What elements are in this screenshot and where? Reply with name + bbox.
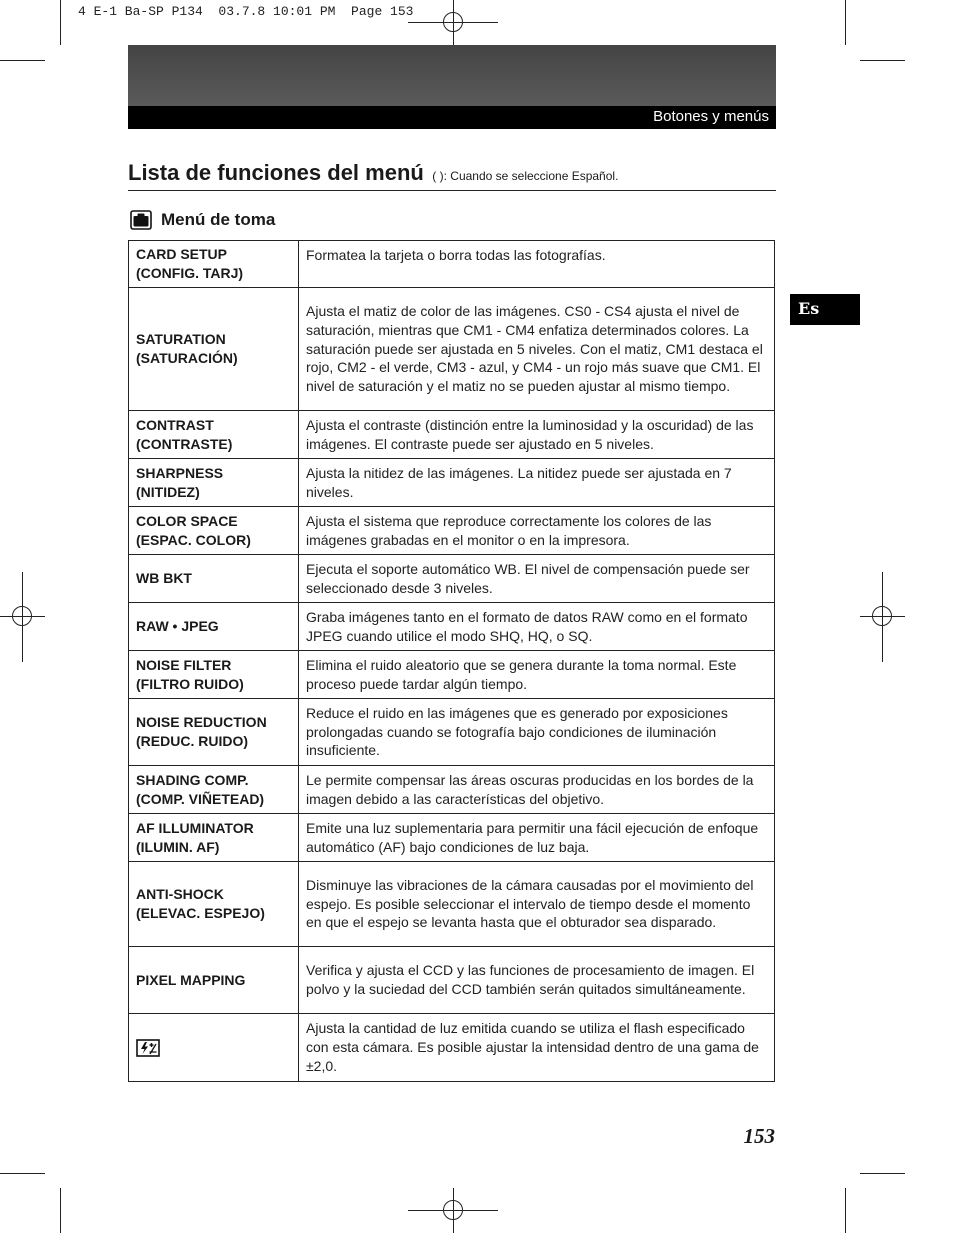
function-name-es: (NITIDEZ) <box>136 483 200 500</box>
function-description: Graba imágenes tanto en el formato de datos RAW como en el formato JPEG cuando utilice el modo SHQ, HQ, o SQ. <box>299 603 775 651</box>
function-description: Disminuye las vibraciones de la cámara causadas por el movimiento del espejo. Es posible seleccionar el intervalo de tiempo desde el momento en que el espejo se levanta hasta que el obturador sea disparado. <box>299 862 775 947</box>
function-name <box>129 459 299 507</box>
crop-mark-bottom-right-v <box>845 1188 846 1233</box>
function-description: Reduce el ruido en las imágenes que es generado por exposiciones prolongadas cuando se fotografía bajo condiciones de iluminación insuficiente. <box>299 699 775 766</box>
section-label: Botones y menús <box>653 108 769 125</box>
crop-mark-top-right-v <box>845 0 846 45</box>
crop-mark-bottom-right-h <box>860 1173 905 1174</box>
crop-mark-top-right-h <box>860 60 905 61</box>
menu-functions-table <box>128 240 775 1082</box>
function-name-en: SATURATION <box>136 331 226 348</box>
print-slug: 4 E-1 Ba-SP P134 03.7.8 10:01 PM Page 153 <box>78 4 414 19</box>
function-name-en: NOISE REDUCTION <box>136 714 267 731</box>
table-row <box>129 1014 775 1082</box>
reg-mark-top-circle <box>443 12 463 32</box>
page-title-main: Lista de funciones del menú <box>128 160 424 185</box>
function-name <box>129 862 299 947</box>
table-row <box>129 699 775 766</box>
function-name-en: CONTRAST <box>136 416 214 433</box>
function-name-es: (ILUMIN. AF) <box>136 838 220 855</box>
function-name-en: RAW • JPEG <box>136 618 219 635</box>
function-description: Ajusta el matiz de color de las imágenes. CS0 - CS4 ajusta el nivel de saturación, mientras que CM1 - CM4 enfatiza determinados colores. La saturación puede ser ajustada en 5 niveles. Con el matiz, CM1 destaca el rojo, CM2 - el verde, CM3 - azul, y CM4 - un rojo más suave que CM1. El nivel de saturación y el matiz no se pueden ajustar al mismo tiempo. <box>299 288 775 411</box>
language-tab-label: Es <box>798 299 820 318</box>
function-description: Le permite compensar las áreas oscuras producidas en los bordes de la imagen debido a las características del objetivo. <box>299 766 775 814</box>
function-name-en: NOISE FILTER <box>136 656 232 673</box>
function-name-en: SHADING COMP. <box>136 771 249 788</box>
function-name-en: SHARPNESS <box>136 464 224 481</box>
function-name-es: (FILTRO RUIDO) <box>136 675 244 692</box>
camera-icon <box>130 210 152 230</box>
table-row <box>129 766 775 814</box>
section-heading-text: Menú de toma <box>161 210 276 229</box>
function-name-en: AF ILLUMINATOR <box>136 819 254 836</box>
function-description: Ajusta la nitidez de las imágenes. La nitidez puede ser ajustada en 7 niveles. <box>299 459 775 507</box>
function-description: Formatea la tarjeta o borra todas las fotografías. <box>299 241 775 288</box>
function-description: Ejecuta el soporte automático WB. El nivel de compensación puede ser seleccionado desde 3 niveles. <box>299 555 775 603</box>
function-name <box>129 1014 299 1082</box>
function-name <box>129 241 299 288</box>
function-name <box>129 699 299 766</box>
function-name-es: (ESPAC. COLOR) <box>136 531 251 548</box>
table-row <box>129 651 775 699</box>
function-description: Ajusta la cantidad de luz emitida cuando se utiliza el flash especificado con esta cámara. Es posible ajustar la intensidad dentro de una gama de ±2,0. <box>299 1014 775 1082</box>
table-row <box>129 862 775 947</box>
reg-mark-right-circle <box>872 606 892 626</box>
function-name <box>129 651 299 699</box>
function-name-es: (CONTRASTE) <box>136 435 233 452</box>
table-row <box>129 507 775 555</box>
page-number: 153 <box>743 1124 775 1148</box>
flash-intensity-icon <box>136 1039 292 1057</box>
function-name-en: ANTI-SHOCK <box>136 886 224 903</box>
reg-mark-left-circle <box>12 606 32 626</box>
function-name <box>129 555 299 603</box>
function-name <box>129 947 299 1014</box>
table-row <box>129 288 775 411</box>
crop-mark-bottom-left-h <box>0 1173 45 1174</box>
function-name <box>129 288 299 411</box>
page-title <box>128 160 776 191</box>
function-name <box>129 603 299 651</box>
function-name <box>129 766 299 814</box>
header-bar <box>128 106 776 129</box>
function-name-es: (CONFIG. TARJ) <box>136 265 244 281</box>
table-row <box>129 459 775 507</box>
table-row <box>129 411 775 459</box>
crop-mark-top-left-h <box>0 60 45 61</box>
function-description: Verifica y ajusta el CCD y las funciones de procesamiento de imagen. El polvo y la suciedad del CCD también serán quitados simultáneamente. <box>299 947 775 1014</box>
function-name <box>129 411 299 459</box>
function-name-es: (REDUC. RUIDO) <box>136 733 248 749</box>
header-band <box>128 45 776 106</box>
function-name-es: (COMP. VIÑETEAD) <box>136 790 265 807</box>
crop-mark-top-left-v <box>60 0 61 45</box>
function-name <box>129 814 299 862</box>
table-row <box>129 947 775 1014</box>
function-name-es: (ELEVAC. ESPEJO) <box>136 905 265 921</box>
page-title-note: ( ): Cuando se seleccione Español. <box>432 169 619 183</box>
function-description: Elimina el ruido aleatorio que se genera durante la toma normal. Este proceso puede tardar algún tiempo. <box>299 651 775 699</box>
table-row <box>129 555 775 603</box>
crop-mark-bottom-left-v <box>60 1188 61 1233</box>
function-name <box>129 507 299 555</box>
function-description: Ajusta el contraste (distinción entre la luminosidad y la oscuridad) de las imágenes. El contraste puede ser ajustado en 5 niveles. <box>299 411 775 459</box>
table-row <box>129 814 775 862</box>
function-name-en: WB BKT <box>136 570 192 587</box>
function-name-en: PIXEL MAPPING <box>136 971 246 988</box>
function-description: Ajusta el sistema que reproduce correctamente los colores de las imágenes grabadas en el monitor o en la impresora. <box>299 507 775 555</box>
function-name-en: COLOR SPACE <box>136 512 238 529</box>
reg-mark-bottom-circle <box>443 1200 463 1220</box>
language-tab <box>790 294 860 325</box>
section-heading <box>130 208 275 232</box>
function-name-en: CARD SETUP <box>136 246 228 263</box>
function-description: Emite una luz suplementaria para permitir una fácil ejecución de enfoque automático (AF) bajo condiciones de luz baja. <box>299 814 775 862</box>
table-row <box>129 241 775 288</box>
function-name-es: (SATURACIÓN) <box>136 350 238 366</box>
table-row <box>129 603 775 651</box>
